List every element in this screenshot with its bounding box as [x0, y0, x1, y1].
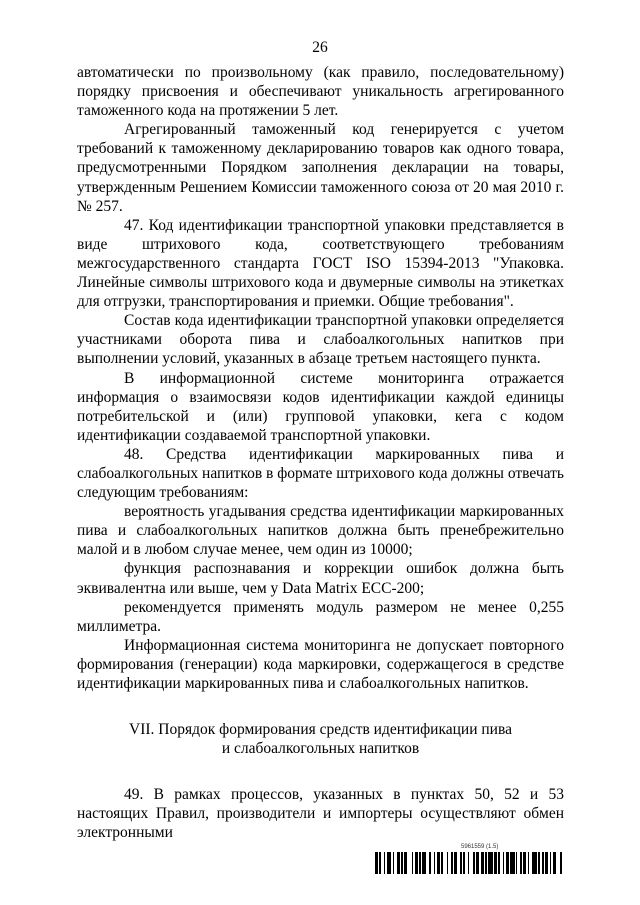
barcode-image: [375, 852, 565, 874]
paragraph-48-probability: вероятность угадывания средства идентификации маркированных пива и слабоалкогольных напитков должна быть пренебрежительно малой и в любом случае менее, чем один из 10000;: [77, 503, 564, 559]
paragraph-47-composition: Состав кода идентификации транспортной упаковки определяется участниками оборота пива и слабоалкогольных напитков при выполнении условий, указанных в абзаце третьем настоящего пункта.: [77, 312, 564, 368]
paragraph-aggregated-code: Агрегированный таможенный код генерируется с учетом требований к таможенному декларированию товаров как одного товара, предусмотренными Порядком заполнения декларации на товары, утвержденным Решением Комиссии таможенного союза от 20 мая 2010 г. № 257.: [77, 121, 564, 215]
paragraph-47: 47. Код идентификации транспортной упаковки представляется в виде штрихового кода, соответствующего требованиям межгосударственного стандарта ГОСТ ISO 15394-2013 "Упаковка. Линейные символы штрихового кода и двумерные символы на этикетках для отгрузки, транспортирования и приемки. Общие требования".: [77, 216, 564, 311]
paragraph-continuation: автоматически по произвольному (как правило, последовательному) порядку присвоения и обеспечивают уникальность агрегированного таможенного кода на протяжении 5 лет.: [77, 64, 564, 120]
section-heading-line-1: VII. Порядок формирования средств идентификации пива: [129, 721, 512, 739]
paragraph-48-no-repeat: Информационная система мониторинга не допускает повторного формирования (генерации) кода маркировки, содержащегося в средстве идентификации маркированных пива и слабоалкогольных напитков.: [77, 636, 564, 692]
paragraph-47-monitoring: В информационной системе мониторинга отражается информация о взаимосвязи кодов идентификации каждой единицы потребительской и (или) групповой упаковки, кега с кодом идентификации создаваемой транспортной упаковки.: [77, 369, 564, 444]
paragraph-48-module-size: рекомендуется применять модуль размером не менее 0,255 миллиметра.: [77, 598, 564, 635]
section-heading: [77, 720, 564, 758]
page-number: 26: [312, 39, 328, 56]
footer-document-code: 5961559 (1.5): [461, 844, 499, 850]
paragraph-48-error-correction: функция распознавания и коррекции ошибок должна быть эквивалентна или выше, чем у Data Matrix ECC-200;: [77, 560, 564, 597]
document-body: [77, 63, 564, 843]
paragraph-49: 49. В рамках процессов, указанных в пунктах 50, 52 и 53 настоящих Правил, производители и импортеры осуществляют обмен электронными: [77, 786, 564, 842]
section-heading-line-2: и слабоалкогольных напитков: [221, 740, 420, 758]
paragraph-48: 48. Средства идентификации маркированных пива и слабоалкогольных напитков в формате штрихового кода должны отвечать следующим требованиям:: [77, 445, 564, 502]
